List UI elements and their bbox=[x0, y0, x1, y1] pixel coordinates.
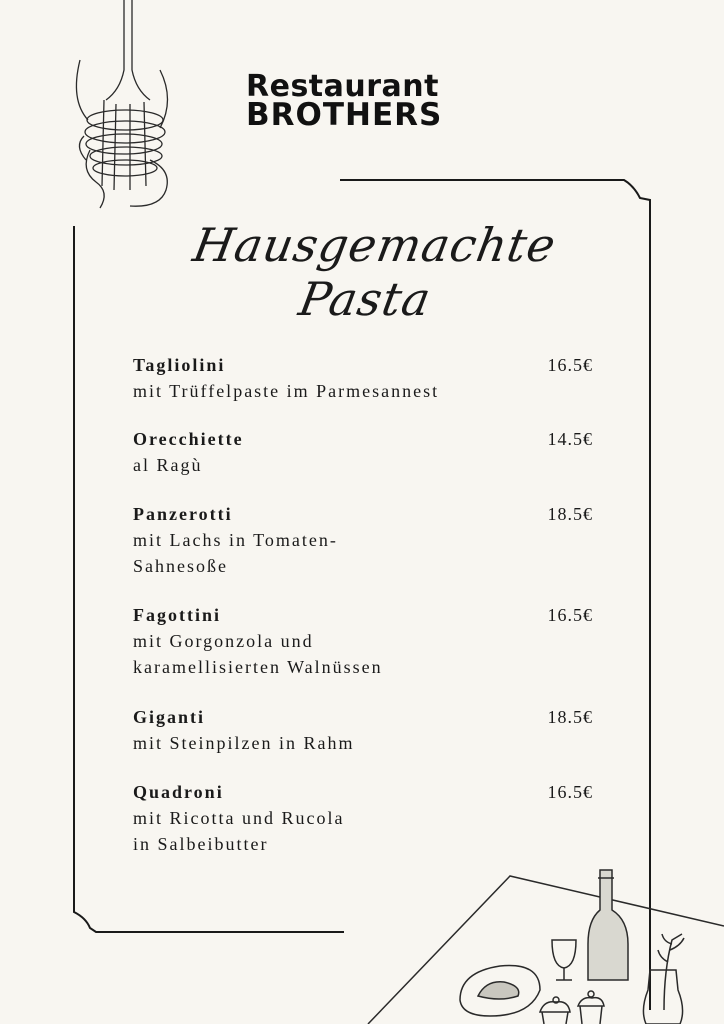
dish-price: 14.5€ bbox=[547, 429, 593, 449]
dish-name: Giganti bbox=[133, 707, 206, 727]
dish-name: Orecchiette bbox=[133, 429, 244, 449]
logo-line-2: BROTHERS bbox=[246, 97, 443, 133]
dish-name: Tagliolini bbox=[133, 355, 226, 375]
dish-description: mit Trüffelpaste im Parmesannest bbox=[133, 381, 440, 401]
menu-item-orecchiette bbox=[133, 426, 593, 478]
dish-price: 18.5€ bbox=[547, 707, 593, 727]
dish-price: 16.5€ bbox=[547, 782, 593, 802]
dish-name: Fagottini bbox=[133, 605, 221, 625]
menu-item-tagliolini bbox=[133, 352, 593, 404]
menu-item-fagottini bbox=[133, 602, 593, 680]
logo-line-1: Restaurant bbox=[246, 69, 439, 104]
table-with-wine-and-food-icon bbox=[368, 870, 724, 1024]
dish-description: mit Lachs in Tomaten- Sahnesoße bbox=[133, 530, 338, 576]
dish-price: 16.5€ bbox=[547, 605, 593, 625]
dish-name: Panzerotti bbox=[133, 504, 233, 524]
menu-item-giganti bbox=[133, 704, 593, 756]
dish-price: 18.5€ bbox=[547, 504, 593, 524]
menu-item-quadroni bbox=[133, 779, 593, 857]
menu-item-panzerotti bbox=[133, 501, 593, 579]
dish-description: mit Gorgonzola und karamellisierten Walnüssen bbox=[133, 631, 383, 677]
dish-price: 16.5€ bbox=[547, 355, 593, 375]
section-heading: Hausgemachte Pasta bbox=[189, 218, 561, 326]
dish-description: mit Steinpilzen in Rahm bbox=[133, 733, 355, 753]
restaurant-logo bbox=[246, 69, 486, 133]
dish-name: Quadroni bbox=[133, 782, 224, 802]
dish-description: al Ragù bbox=[133, 455, 203, 475]
dish-description: mit Ricotta und Rucola in Salbeibutter bbox=[133, 808, 345, 854]
fork-with-spaghetti-icon bbox=[76, 0, 167, 208]
